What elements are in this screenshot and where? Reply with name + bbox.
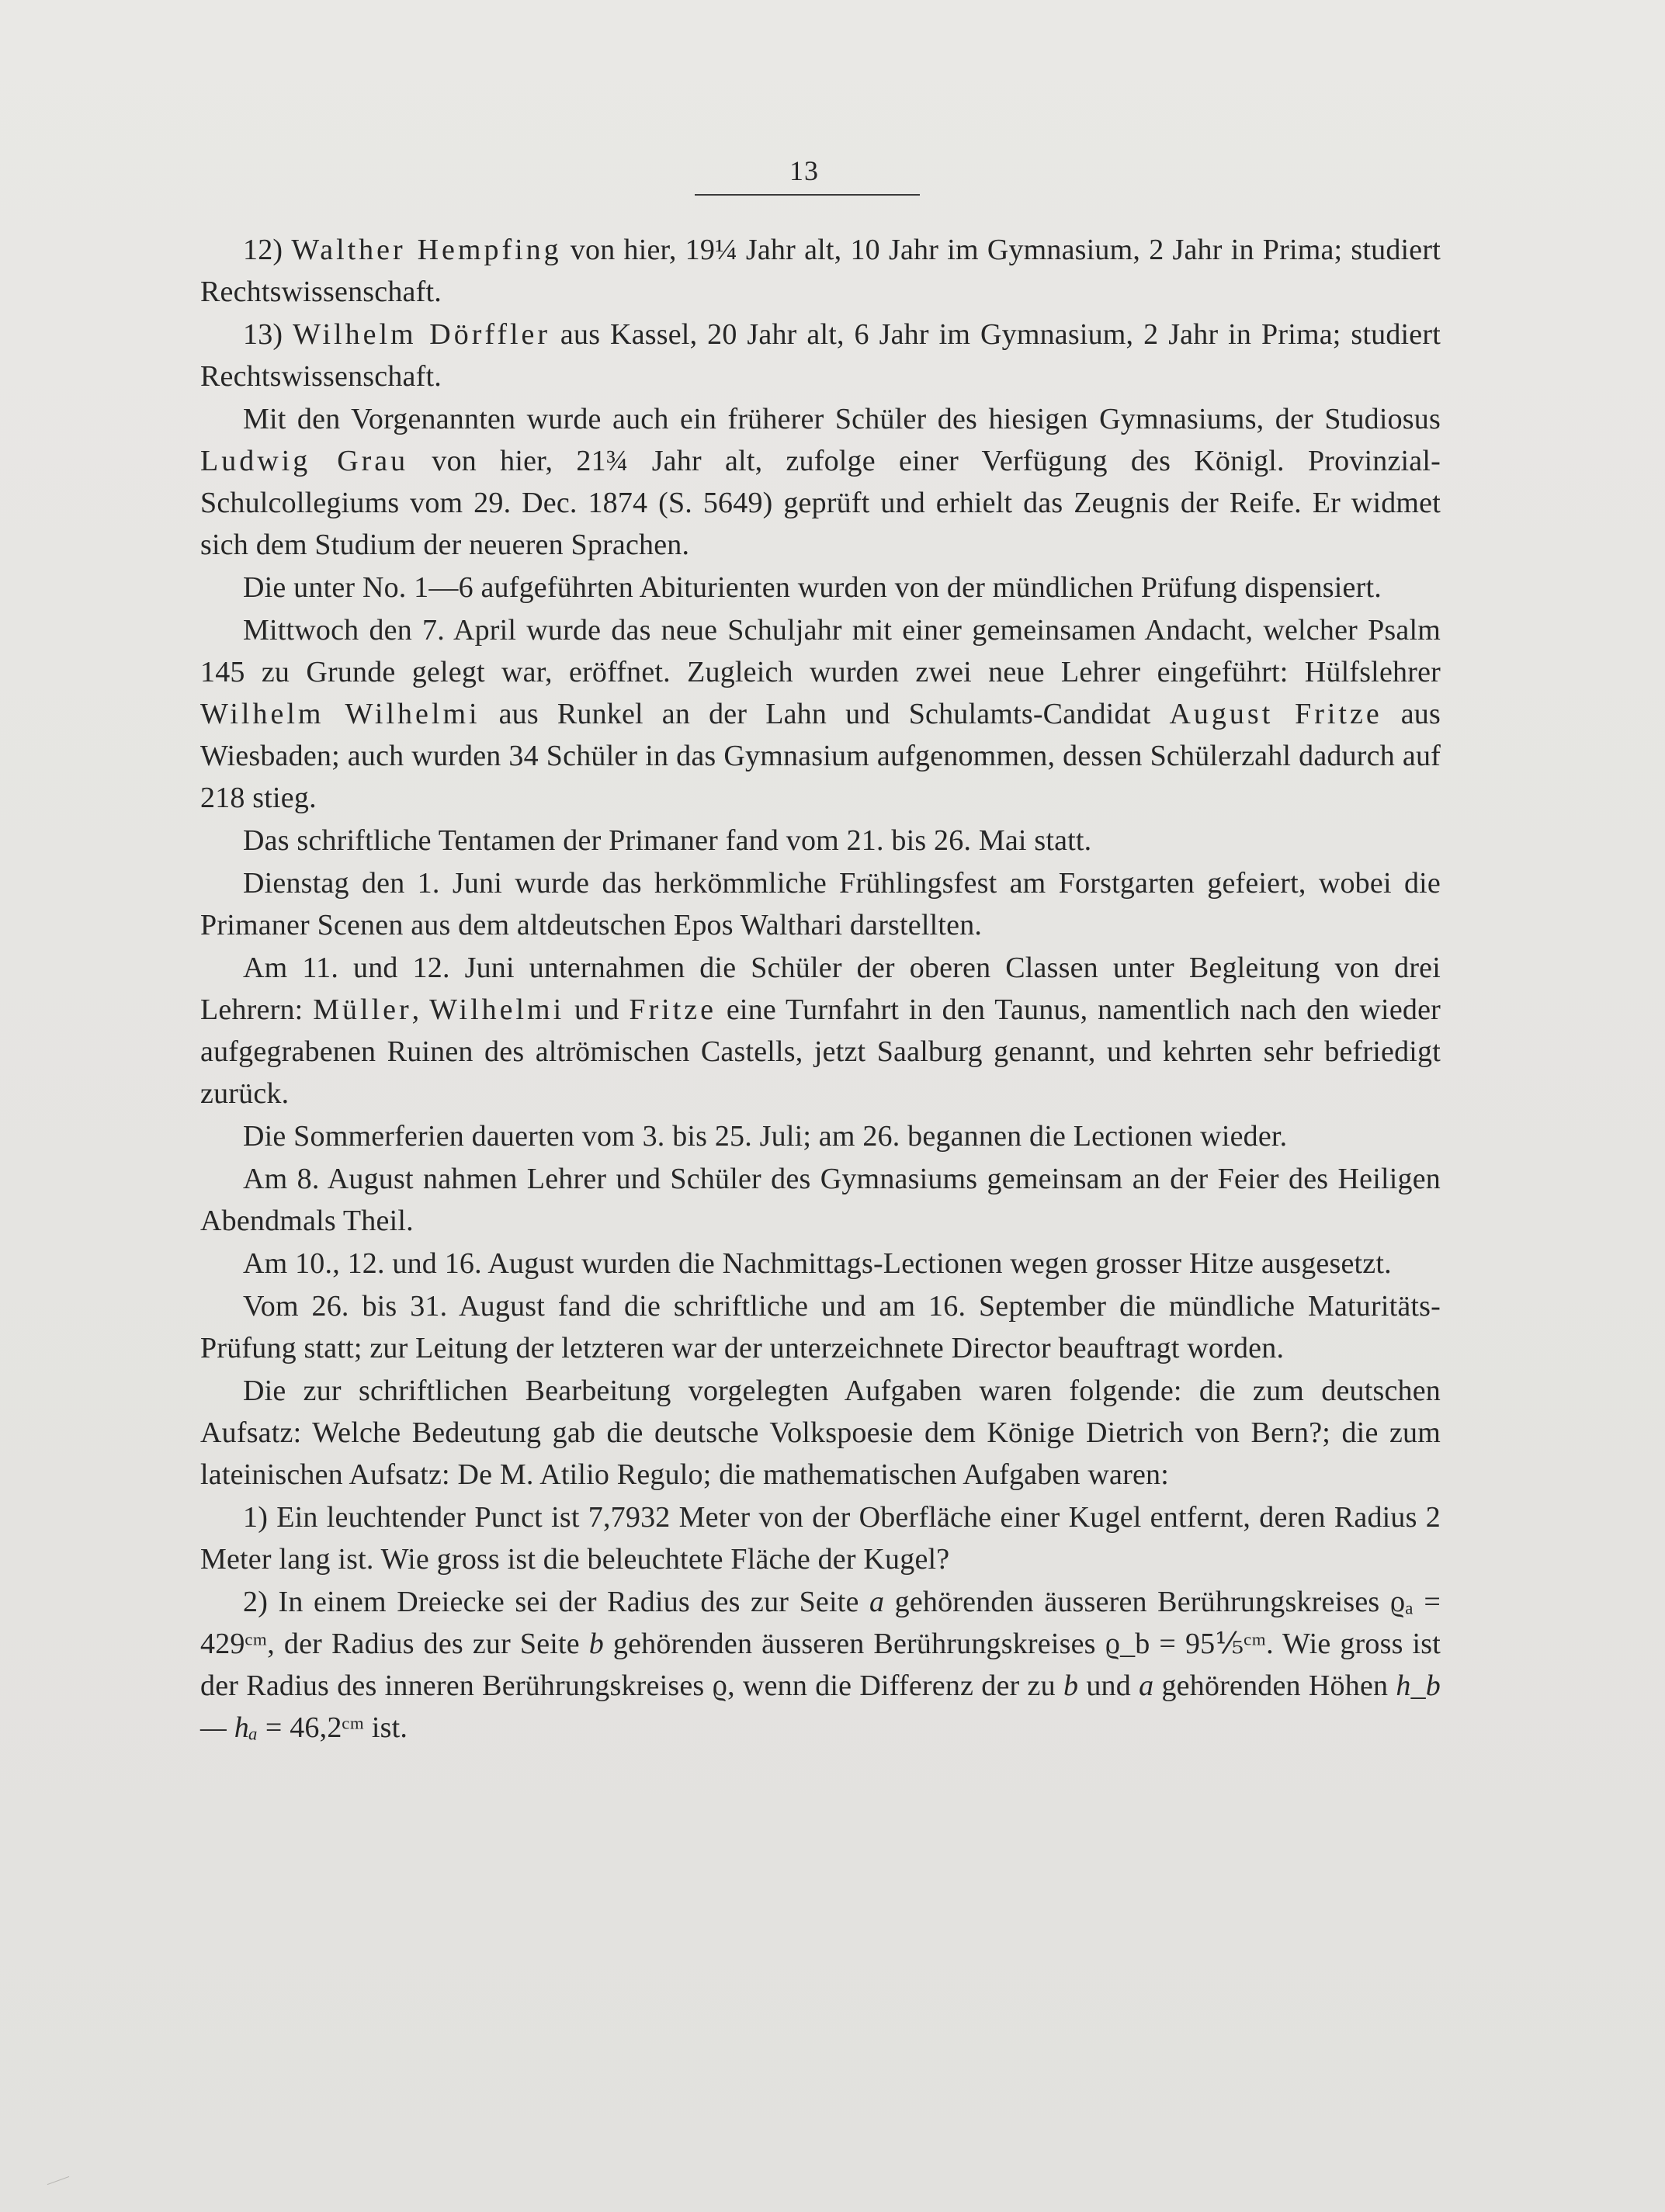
text-run: von hier, 21¾ Jahr alt, zufolge einer Verfügung des Königl. Provinzial-Schulcollegiums vom 29. Dec. 1874 (S. 5649) geprüft und erhielt das Zeugnis der Reife. Er widmet sich dem Studium der neueren Sprachen. (200, 445, 1441, 561)
spaced-name: Wilhelm Wilhelmi (200, 698, 480, 730)
paragraph-aufgabe2 (200, 1581, 1441, 1749)
math-variable: a (1139, 1669, 1154, 1702)
text-run: Vom 26. bis 31. August fand die schriftliche und am 16. September die mündliche Maturitäts-Prüfung statt; zur Leitung der letzteren war der unterzeichnete Director beauftragt worden. (200, 1290, 1441, 1364)
paragraph-p13 (200, 314, 1441, 397)
paragraph-aufgaben (200, 1370, 1441, 1496)
text-run: Am 8. August nahmen Lehrer und Schüler des Gymnasiums gemeinsam an der Feier des Heiligen Abendmals Theil. (200, 1163, 1441, 1237)
text-run: 12) (243, 234, 292, 266)
text-run: Mittwoch den 7. April wurde das neue Schuljahr mit einer gemeinsamen Andacht, welcher Psalm 145 zu Grunde gelegt war, eröffnet. Zugleich wurden zwei neue Lehrer eingeführt: Hülfslehrer (200, 614, 1441, 688)
text-run: und (564, 993, 630, 1026)
text-run: Die zur schriftlichen Bearbeitung vorgelegten Aufgaben waren folgende: die zum deutschen Aufsatz: Welche Bedeutung gab die deutsche Volkspoesie dem Könige Dietrich von Bern?; die zum lateinischen Aufsatz: De M. Atilio Regulo; die mathematischen Aufgaben waren: (200, 1375, 1441, 1491)
paragraph-aufgabe1 (200, 1496, 1441, 1580)
paragraph-turnfahrt (200, 947, 1441, 1115)
text-run: Das schriftliche Tentamen der Primaner fand vom 21. bis 26. Mai statt. (243, 824, 1092, 857)
spaced-name: August Fritze (1169, 698, 1382, 730)
paragraph-tentamen (200, 820, 1441, 862)
text-run: Die Sommerferien dauerten vom 3. bis 25. Juli; am 26. begannen die Lectionen wieder. (243, 1120, 1288, 1153)
spaced-name: Fritze (629, 993, 717, 1026)
math-variable: b (1063, 1669, 1079, 1702)
text-run: Am 10., 12. und 16. August wurden die Nachmittags-Lectionen wegen grosser Hitze ausgesetzt. (243, 1247, 1392, 1280)
paragraph-grau (200, 398, 1441, 566)
text-run: Mit den Vorgenannten wurde auch ein früherer Schüler des hiesigen Gymnasiums, der Studiosus (243, 403, 1441, 435)
text-run: = 46,2ᶜᵐ ist. (258, 1711, 408, 1744)
paragraph-maturitaet (200, 1285, 1441, 1369)
page-scuff-mark (47, 2176, 70, 2185)
text-run: aus Wiesbaden; auch wurden 34 Schüler in das Gymnasium aufgenommen, dessen Schülerzahl dadurch auf 218 stieg. (200, 698, 1441, 814)
paragraph-sommerferien (200, 1115, 1441, 1157)
text-run: 2) In einem Dreiecke sei der Radius des zur Seite (243, 1586, 869, 1618)
text-run: gehörenden Höhen (1153, 1669, 1396, 1702)
text-run: aus Runkel an der Lahn und Schulamts-Candidat (480, 698, 1170, 730)
spaced-name: Wilhelmi (429, 993, 565, 1026)
spaced-name: Wilhelm Dörffler (293, 318, 551, 351)
math-variable: h_b — hₐ (200, 1669, 1441, 1744)
text-run: Die unter No. 1—6 aufgeführten Abiturienten wurden von der mündlichen Prüfung dispensiert. (243, 571, 1382, 604)
text-run: eine Turnfahrt in den Taunus, namentlich nach den wieder aufgegrabenen Ruinen des altrömischen Castells, jetzt Saalburg genannt, und kehrten sehr befriedigt zurück. (200, 993, 1441, 1110)
math-variable: a (869, 1586, 885, 1618)
spaced-name: Müller (313, 993, 412, 1026)
text-run: und (1078, 1669, 1139, 1702)
math-variable: b (588, 1628, 604, 1660)
body-text (200, 229, 1441, 1749)
text-run: 13) (243, 318, 293, 351)
text-run: gehörenden äusseren Berührungskreises ϱ_b = 95⅕ᶜᵐ. Wie gross ist der Radius des inneren Berührungskreises ϱ, wenn die Differenz der zu (200, 1628, 1441, 1702)
paragraph-hitze (200, 1243, 1441, 1285)
paragraph-fruehling (200, 862, 1441, 946)
paragraph-p12 (200, 229, 1441, 313)
header-rule (695, 194, 920, 196)
page-number: 13 (789, 155, 819, 186)
text-run: gehörenden äusseren Berührungskreises ϱₐ = 429ᶜᵐ, der Radius des zur Seite (200, 1586, 1441, 1660)
text-run: aus Kassel, 20 Jahr alt, 6 Jahr im Gymnasium, 2 Jahr in Prima; studiert Rechtswissenschaft. (200, 318, 1441, 393)
paragraph-dispens (200, 567, 1441, 608)
spaced-name: Walther Hempfing (291, 234, 562, 266)
text-run: , (411, 993, 430, 1026)
text-run: 1) Ein leuchtender Punct ist 7,7932 Meter von der Oberfläche einer Kugel entfernt, deren Radius 2 Meter lang ist. Wie gross ist die beleuchtete Fläche der Kugel? (200, 1501, 1441, 1576)
spaced-name: Ludwig Grau (200, 445, 409, 477)
paragraph-schuljahr (200, 609, 1441, 819)
paragraph-abendmahl (200, 1158, 1441, 1242)
text-run: von hier, 19¼ Jahr alt, 10 Jahr im Gymnasium, 2 Jahr in Prima; studiert Rechtswissenschaft. (200, 234, 1441, 308)
text-run: Am 11. und 12. Juni unternahmen die Schüler der oberen Classen unter Begleitung von drei Lehrern: (200, 952, 1441, 1026)
text-run: Dienstag den 1. Juni wurde das herkömmliche Frühlingsfest am Forstgarten gefeiert, wobei die Primaner Scenen aus dem altdeutschen Epos Walthari darstellten. (200, 867, 1441, 941)
